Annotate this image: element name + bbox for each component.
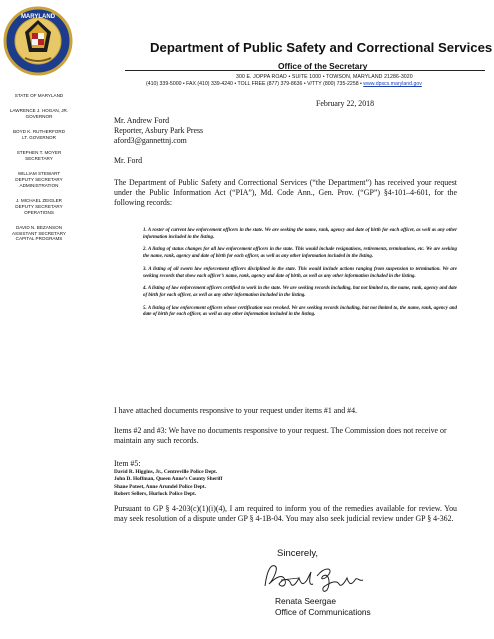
attached-paragraph: I have attached documents responsive to your request under items #1 and #4.	[114, 406, 358, 415]
officials-sidebar	[2, 93, 76, 252]
list-item: John D. Hoffman, Queen Anne’s County Sheriff	[114, 476, 223, 483]
official-role: LT. GOVERNOR	[22, 134, 56, 140]
handwritten-signature	[259, 558, 369, 596]
official-role: DEPUTY SECRETARY OPERATIONS	[15, 203, 63, 215]
official-entry	[2, 129, 76, 141]
official-name: LAWRENCE J. HOGAN, JR.	[9, 107, 69, 113]
header-divider	[125, 70, 485, 71]
state-label: STATE OF MARYLAND	[14, 93, 64, 98]
official-entry	[2, 108, 76, 120]
item-5-list	[114, 469, 222, 498]
svg-text:MARYLAND: MARYLAND	[20, 14, 56, 20]
recipient-block	[114, 116, 203, 146]
department-title: Department of Public Safety and Correctional Services	[150, 40, 493, 55]
official-name: DAVID N. BEZANSON	[15, 224, 63, 230]
recipient-email: aford3@gannettnj.com	[114, 136, 187, 145]
website-link[interactable]: www.dpscs.maryland.gov	[363, 81, 422, 87]
list-item: David R. Higgins, Jr., Centreville Police Dept.	[114, 469, 218, 475]
request-item: 1. A roster of current law enforcement officers in the state. We are seeking the name, rank, agency and date of birth for each officer, as well as any other information included in the listing.	[143, 228, 457, 240]
official-name: BOYD K. RUTHERFORD	[12, 128, 66, 134]
official-name: J. MICHAEL ZEIGLER	[15, 197, 63, 203]
recipient-title: Reporter, Asbury Park Press	[114, 126, 204, 135]
list-item: Robert Sellers, Hurlock Police Dept.	[114, 490, 197, 497]
official-entry	[2, 150, 76, 162]
sign-off: Sincerely,	[277, 548, 319, 559]
official-entry	[2, 198, 76, 215]
request-item: 2. A listing of status changes for all law enforcement officers in the state. This would include resignations, retirements, terminations, etc. We are seeking the name, rank, agency and date of birth for each officer, as well as any other information included in the listing.	[143, 247, 457, 260]
address-line: 300 E. JOPPA ROAD • SUITE 1000 • TOWSON, MARYLAND 21286-3020	[236, 74, 413, 80]
maryland-seal	[3, 6, 73, 76]
request-list	[143, 228, 457, 325]
remedies-paragraph: Pursuant to GP § 4-203(c)(1)(i)(4), I am required to inform you of the remedies available for review. You may seek resolution of a dispute under GP § 4-1B-04. You may also seek judicial review under GP § 4-362.	[114, 504, 457, 523]
items-2-3-paragraph: Items #2 and #3: We have no documents responsive to your request. The Commission does not receive or maintain any such records.	[114, 426, 447, 445]
contact-numbers: (410) 339-5000 • FAX (410) 339-4240 • TOLL FREE (877) 379-8636 • V/TTY (800) 735-2258 •	[146, 81, 364, 87]
official-role: GOVERNOR	[25, 113, 53, 119]
list-item: Shane Poteet, Anne Arundel Police Dept.	[114, 483, 206, 490]
official-name: WILLIAM STEWART	[17, 171, 61, 177]
official-role: ASSISTANT SECRETARY CAPITAL PROGRAMS	[11, 230, 67, 242]
request-item: 5. A listing of law enforcement officers whose certification was revoked. We are seeking records including, but not limited to, the name, rank, agency and date of birth for each officer, as well as any other information included in the listing.	[143, 305, 457, 318]
letter-date: February 22, 2018	[316, 99, 375, 108]
official-entry	[2, 225, 76, 242]
office-name: Office of the Secretary	[278, 61, 368, 71]
signer-name: Renata Seergae	[275, 596, 336, 606]
official-role: SECRETARY	[25, 155, 53, 161]
greeting: Mr. Ford	[114, 156, 143, 165]
item-5-label: Item #5:	[114, 459, 141, 468]
official-entry	[2, 171, 76, 188]
recipient-name: Mr. Andrew Ford	[114, 116, 170, 125]
contact-line	[146, 81, 422, 87]
intro-paragraph: The Department of Public Safety and Correctional Services (“the Department”) has received your request under the Public Information Act (“PIA”), Md. Code Ann., Gen. Prov. (“GP”) §4-101–4-601, for the following records:	[114, 178, 457, 207]
request-item: 3. A listing of all sworn law enforcement officers disciplined in the state. This would include actions ranging from suspension to termination. We are seeking records that show each officer’s name, rank, agency and date of birth, as well as any other information included in the listing.	[143, 266, 457, 279]
official-name: STEPHEN T. MOYER	[16, 149, 62, 155]
official-role: DEPUTY SECRETARY ADMINISTRATION	[15, 176, 63, 188]
request-item: 4. A listing of law enforcement officers certified to work in the state. We are seeking records including, but not limited to, the name, rank, agency and date of birth for each officer, as well as any other information included in the listing.	[143, 286, 457, 298]
signer-title: Office of Communications	[275, 607, 371, 617]
